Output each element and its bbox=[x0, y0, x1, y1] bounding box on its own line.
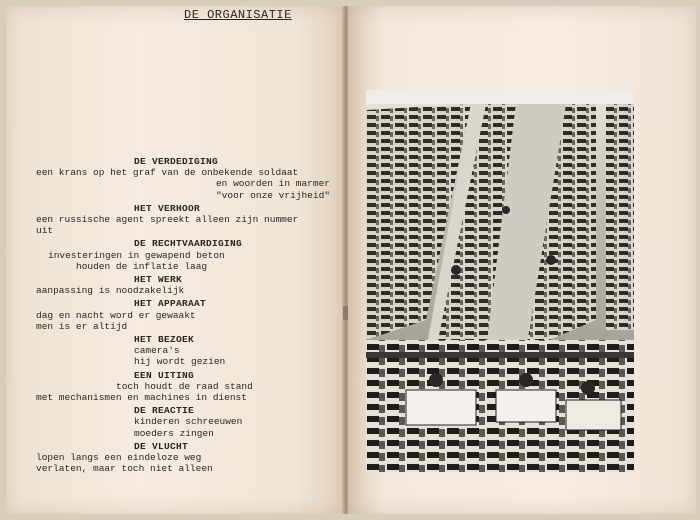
stanza-title: HET BEZOEK bbox=[134, 334, 195, 346]
worker-figure bbox=[429, 373, 443, 387]
foreground-rail bbox=[366, 352, 634, 358]
worker-figure bbox=[519, 373, 533, 387]
poem-line: lopen langs een eindeloze weg bbox=[36, 452, 202, 464]
running-head: DE ORGANISATIE bbox=[184, 8, 292, 22]
stanza-title: HET VERHOOR bbox=[134, 202, 201, 214]
left-page bbox=[6, 6, 344, 514]
poem-line: moeders zingen bbox=[134, 427, 214, 439]
foreground-desk-3 bbox=[566, 400, 621, 430]
stanza-title: HET APPARAAT bbox=[134, 298, 207, 310]
worker-figure bbox=[451, 265, 461, 275]
poem-line: men is er altijd bbox=[36, 320, 128, 332]
ceiling bbox=[366, 90, 634, 104]
stanza-title: DE VERDEDIGING bbox=[134, 156, 219, 167]
stanza-verhoor bbox=[36, 203, 336, 237]
stanza-title: EEN UITING bbox=[134, 369, 195, 381]
stanza-vlucht bbox=[36, 441, 336, 475]
stanza-verdediging bbox=[36, 156, 336, 201]
desk-row-far-right bbox=[606, 104, 634, 330]
poem-line: kinderen schreeuwen bbox=[134, 416, 243, 428]
worker-figure bbox=[581, 381, 595, 395]
poem-line: dag en nacht word er gewaakt bbox=[36, 309, 196, 321]
foreground-desk-2 bbox=[496, 390, 556, 422]
office-hall-photo bbox=[366, 90, 634, 472]
poem-line: uit bbox=[36, 225, 54, 237]
stanza-uiting bbox=[36, 370, 336, 404]
poem-line: een russische agent spreekt alleen zijn nummer bbox=[36, 214, 299, 226]
poem-line: hij wordt gezien bbox=[134, 356, 226, 368]
poem-line: camera's bbox=[134, 345, 180, 357]
poem-line: investeringen in gewapend beton bbox=[48, 249, 225, 261]
poem-line: een krans op het graf van de onbekende soldaat bbox=[36, 167, 299, 179]
office-photo-illustration bbox=[366, 90, 634, 472]
stanza-title: DE RECHTVAARDIGING bbox=[134, 238, 243, 250]
stanza-title: DE VLUCHT bbox=[134, 440, 189, 452]
poem-line: houden de inflatie laag bbox=[76, 260, 208, 272]
worker-figure bbox=[546, 255, 556, 265]
poem bbox=[36, 156, 336, 476]
poem-line: verlaten, maar toch niet alleen bbox=[36, 463, 213, 475]
foreground-desk-1 bbox=[406, 390, 476, 425]
poem-line: en woorden in marmer bbox=[215, 178, 330, 190]
stanza-apparaat bbox=[36, 298, 336, 332]
poem-line: aanpassing is noodzakelijk bbox=[36, 285, 185, 297]
worker-figure bbox=[502, 206, 510, 214]
stanza-rechtvaardiging bbox=[36, 238, 336, 272]
stanza-title: HET WERK bbox=[134, 274, 183, 286]
stanza-reactie bbox=[36, 405, 336, 439]
stanza-bezoek bbox=[36, 334, 336, 368]
poem-line: met mechanismen en machines in dienst bbox=[36, 392, 247, 404]
poem-line: toch houdt de raad stand bbox=[116, 380, 253, 392]
stanza-werk bbox=[36, 274, 336, 296]
poem-line: "voor onze vrijheid" bbox=[215, 189, 330, 201]
stanza-title: DE REACTIE bbox=[134, 405, 195, 417]
